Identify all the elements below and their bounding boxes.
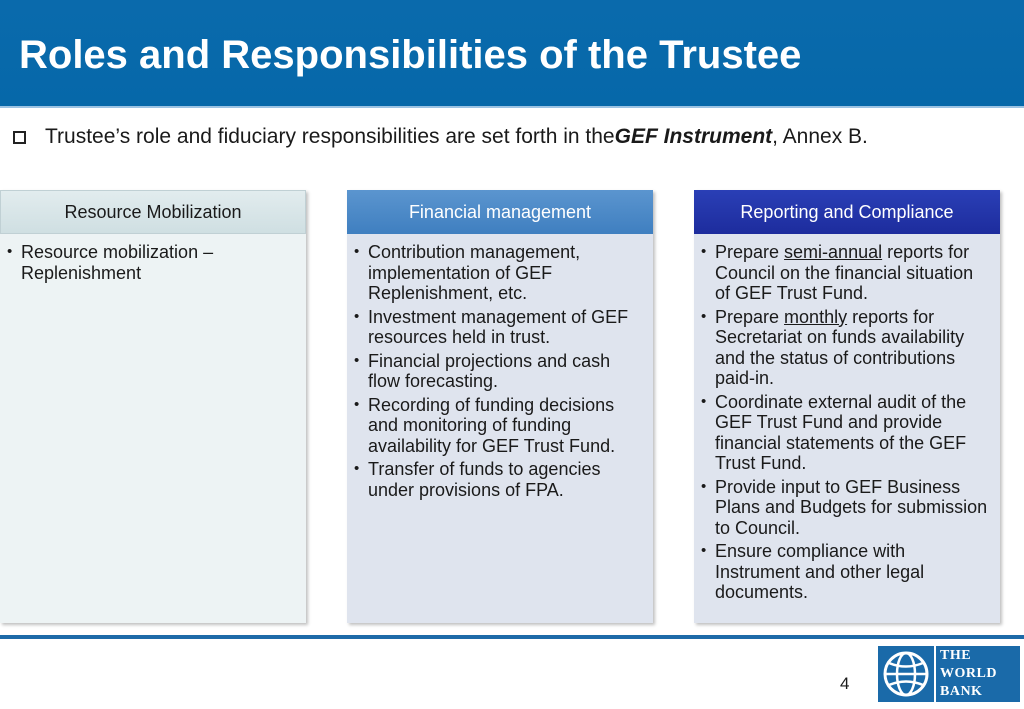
column-reporting-compliance <box>694 190 1000 623</box>
title-bar <box>0 0 1024 108</box>
list-item <box>701 242 990 304</box>
item-pre: Prepare <box>715 306 785 327</box>
world-bank-logo <box>878 646 1024 702</box>
list-item: • Investment management of GEF resources held in trust. <box>354 307 643 348</box>
logo-line: BANK <box>940 684 983 699</box>
list-item: • Recording of funding decisions and monitoring of funding availability for GEF Trust Fund. <box>354 395 643 457</box>
intro-text-after: , Annex B. <box>772 125 868 148</box>
item-post: reports for Secretariat on funds availability and the status of contributions paid-in. <box>715 306 965 388</box>
page-number: 4 <box>840 674 850 693</box>
item-post: reports for Council on the financial situation of GEF Trust Fund. <box>715 242 974 303</box>
item-pre: Prepare <box>715 242 785 262</box>
logo-wordmark <box>936 646 1020 702</box>
item-underlined: monthly <box>784 306 848 327</box>
list-item: • Coordinate external audit of the GEF Trust Fund and provide financial statements of the GEF Trust Fund. <box>701 392 990 474</box>
logo-line: WORLD <box>940 666 997 681</box>
list-item: • Contribution management, implementation of GEF Replenishment, etc. <box>354 242 643 304</box>
column-heading: Financial management <box>347 190 653 234</box>
list-item: • Transfer of funds to agencies under provisions of FPA. <box>354 459 643 500</box>
column-heading: Reporting and Compliance <box>694 190 1000 234</box>
column-list <box>694 234 1000 603</box>
list-item: • Resource mobilization – Replenishment <box>7 242 296 283</box>
intro-emphasis: GEF Instrument <box>614 125 773 148</box>
intro-text-before: Trustee’s role and fiduciary responsibilities are set forth in the <box>45 125 615 148</box>
globe-icon <box>878 646 934 702</box>
intro-bullet <box>11 125 868 149</box>
list-item: • Ensure compliance with Instrument and other legal documents. <box>701 541 990 603</box>
column-financial-management <box>347 190 653 623</box>
list-item <box>701 307 990 389</box>
checkbox-square-icon <box>13 131 26 144</box>
footer-divider <box>0 635 1024 639</box>
list-item: • Provide input to GEF Business Plans and Budgets for submission to Council. <box>701 477 990 539</box>
column-resource-mobilization <box>0 190 306 623</box>
slide-title: Roles and Responsibilities of the Trustee <box>19 33 802 77</box>
column-list <box>0 234 306 283</box>
column-heading: Resource Mobilization <box>0 190 306 234</box>
logo-line: THE <box>940 648 972 663</box>
list-item: • Financial projections and cash flow forecasting. <box>354 351 643 392</box>
item-underlined: semi-annual <box>784 242 883 262</box>
column-list <box>347 234 653 500</box>
